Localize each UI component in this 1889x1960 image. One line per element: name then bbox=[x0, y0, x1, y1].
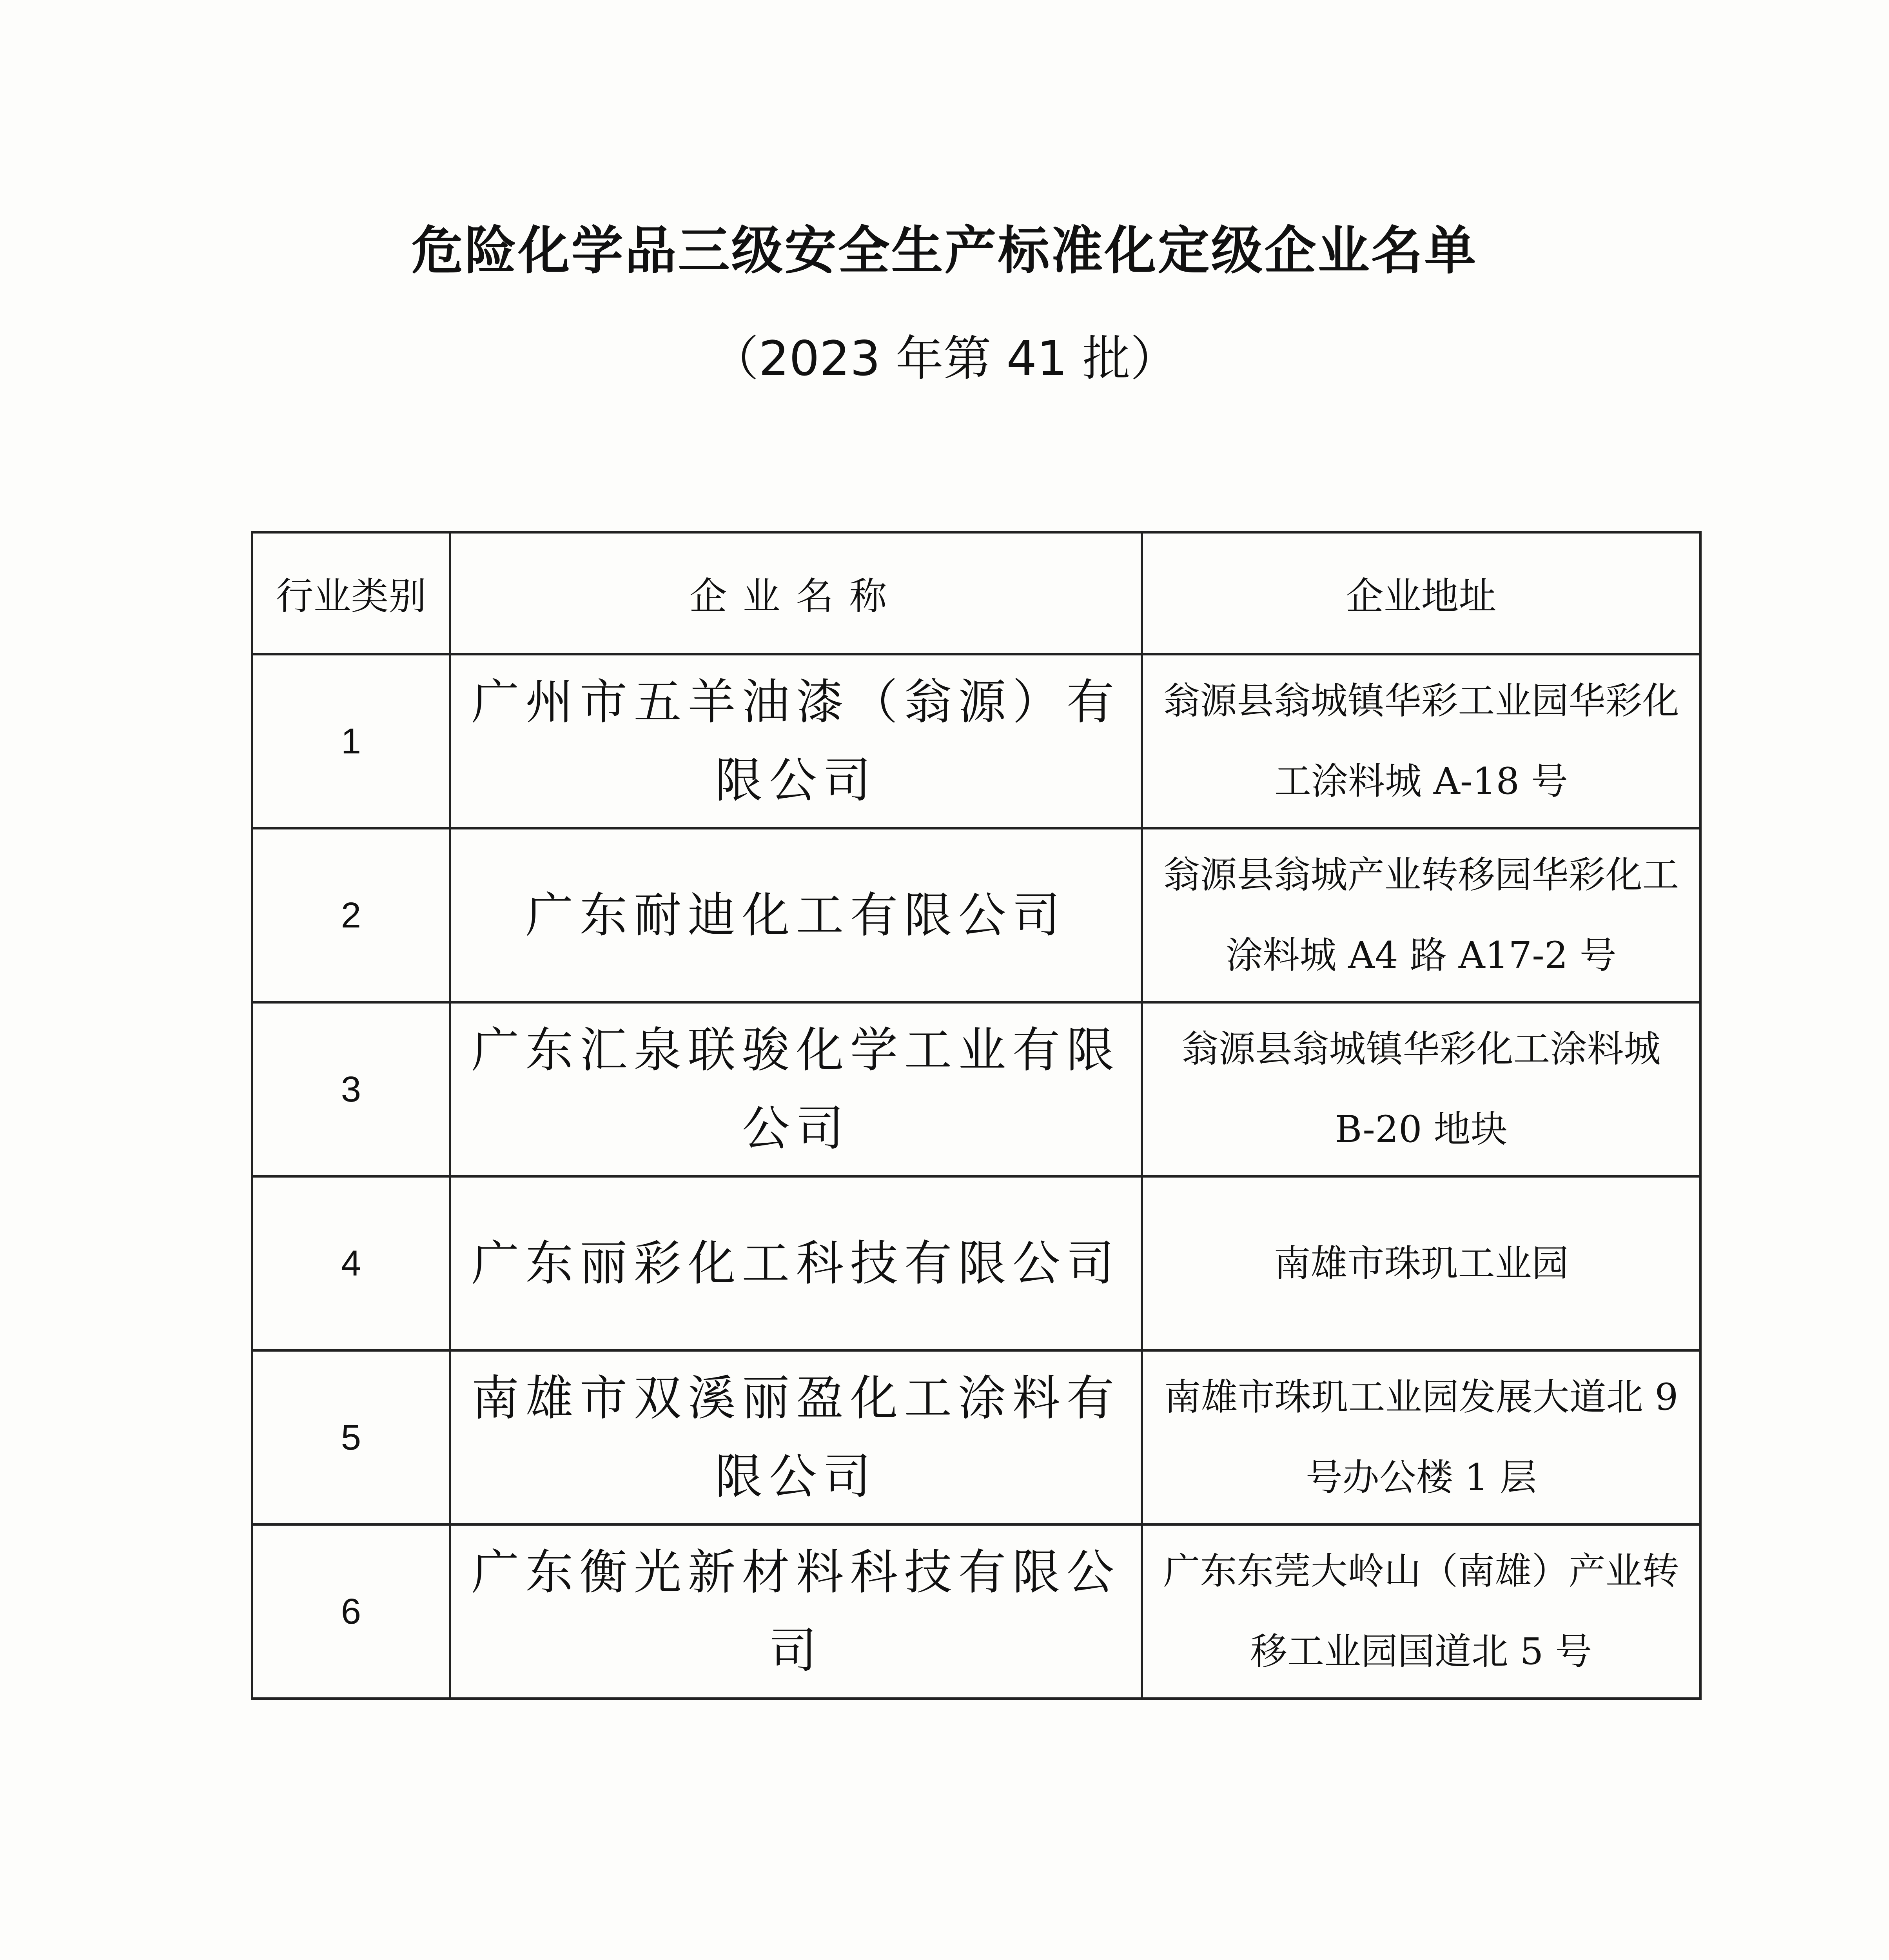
enterprise-name: 广东汇泉联骏化学工业有限公司 bbox=[450, 1002, 1142, 1176]
header-category: 行业类别 bbox=[252, 532, 450, 654]
enterprise-name: 南雄市双溪丽盈化工涂料有限公司 bbox=[450, 1350, 1142, 1524]
enterprise-address: 南雄市珠玑工业园 bbox=[1142, 1176, 1700, 1350]
row-index: 6 bbox=[252, 1524, 450, 1699]
enterprise-address: 翁源县翁城产业转移园华彩化工涂料城 A4 路 A17-2 号 bbox=[1142, 828, 1700, 1002]
header-enterprise-address: 企业地址 bbox=[1142, 532, 1700, 654]
document-title: 危险化学品三级安全生产标准化定级企业名单 bbox=[411, 221, 1478, 281]
table-row bbox=[252, 1524, 1700, 1699]
enterprise-address: 翁源县翁城镇华彩化工涂料城 B-20 地块 bbox=[1142, 1002, 1700, 1176]
enterprise-address: 南雄市珠玑工业园发展大道北 9 号办公楼 1 层 bbox=[1142, 1350, 1700, 1524]
enterprise-name: 广东耐迪化工有限公司 bbox=[450, 828, 1142, 1002]
enterprise-address: 翁源县翁城镇华彩工业园华彩化工涂料城 A-18 号 bbox=[1142, 654, 1700, 828]
enterprise-name: 广州市五羊油漆（翁源）有限公司 bbox=[450, 654, 1142, 828]
enterprise-address: 广东东莞大岭山（南雄）产业转移工业园国道北 5 号 bbox=[1142, 1524, 1700, 1699]
document-subtitle: （2023 年第 41 批） bbox=[711, 331, 1178, 387]
header-enterprise-name: 企业名称 bbox=[450, 532, 1142, 654]
table-header-row bbox=[252, 532, 1700, 654]
row-index: 1 bbox=[252, 654, 450, 828]
enterprise-name: 广东衡光新材料科技有限公司 bbox=[450, 1524, 1142, 1699]
enterprise-name: 广东丽彩化工科技有限公司 bbox=[450, 1176, 1142, 1350]
row-index: 3 bbox=[252, 1002, 450, 1176]
table-row bbox=[252, 654, 1700, 828]
table-row bbox=[252, 1176, 1700, 1350]
enterprise-list-table bbox=[251, 531, 1702, 1700]
row-index: 2 bbox=[252, 828, 450, 1002]
row-index: 4 bbox=[252, 1176, 450, 1350]
row-index: 5 bbox=[252, 1350, 450, 1524]
table-row bbox=[252, 1002, 1700, 1176]
table-row bbox=[252, 1350, 1700, 1524]
table-row bbox=[252, 828, 1700, 1002]
